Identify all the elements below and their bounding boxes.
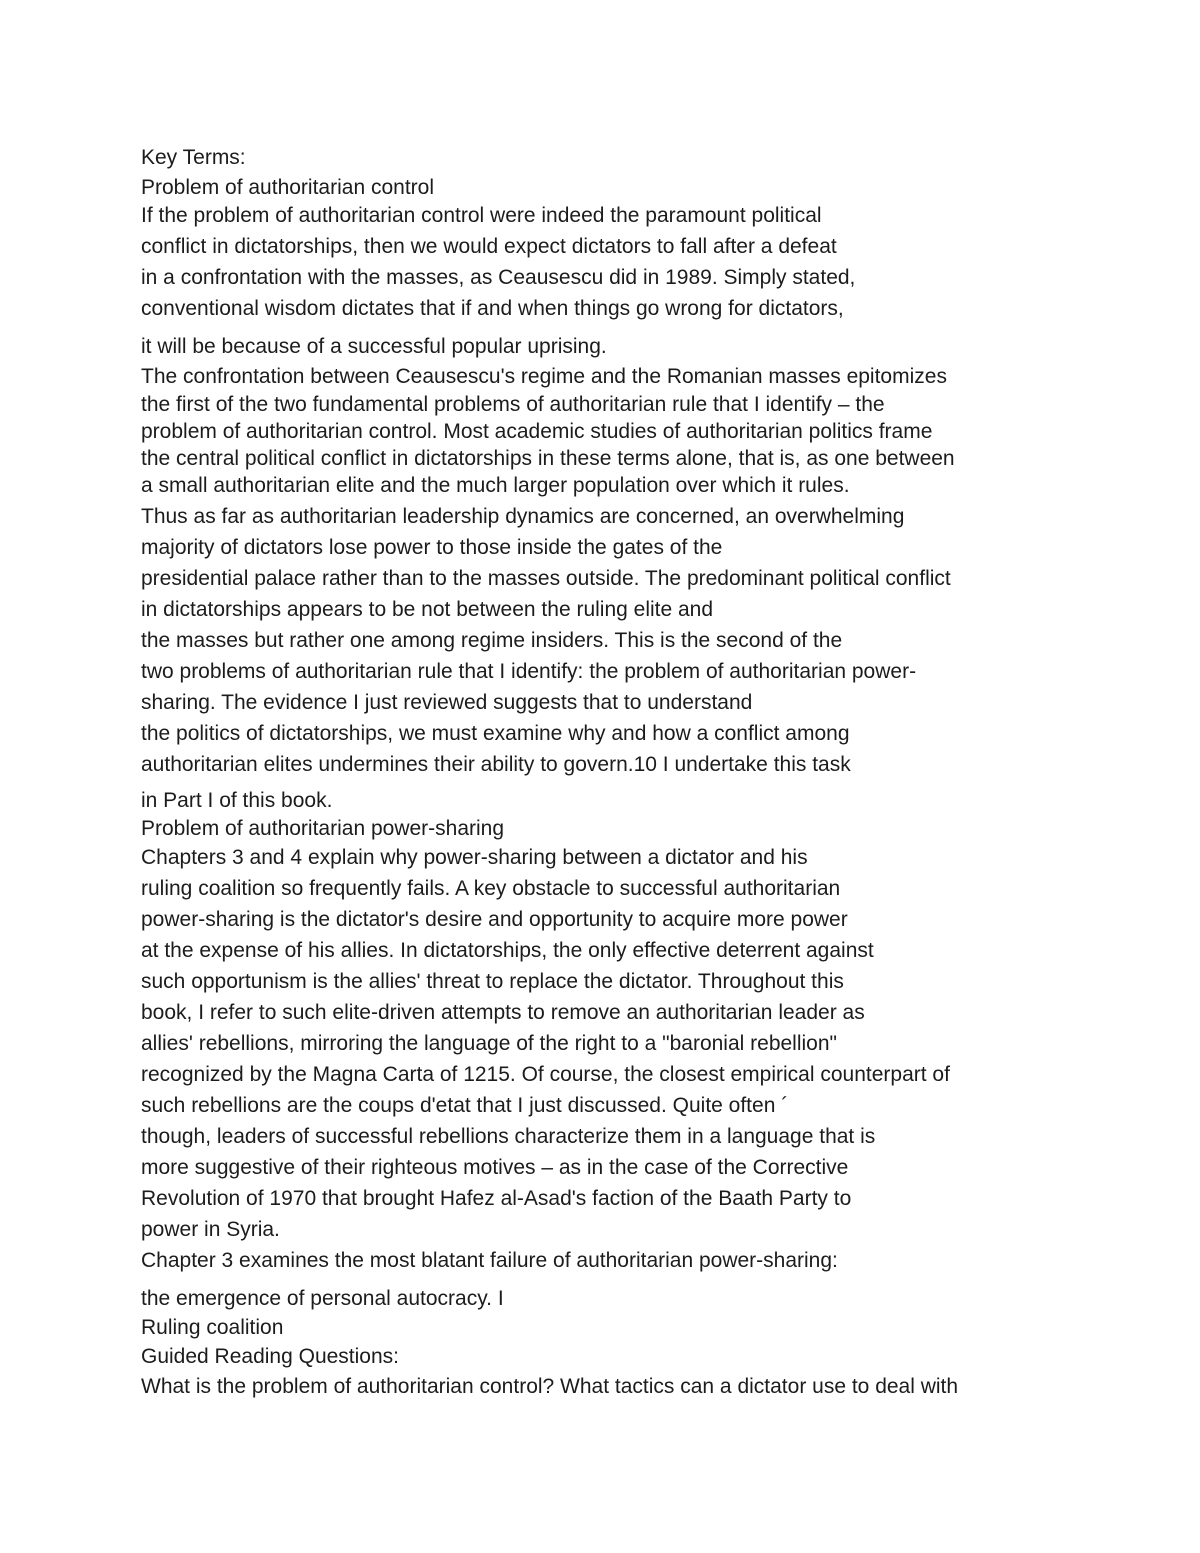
text-line: the masses but rather one among regime insiders. This is the second of the (141, 629, 843, 652)
text-line: problem of authoritarian control. Most academic studies of authoritarian politics frame (141, 420, 933, 443)
text-line: the emergence of personal autocracy. I (141, 1287, 504, 1310)
text-line: majority of dictators lose power to those inside the gates of the (141, 536, 723, 559)
text-line: Revolution of 1970 that brought Hafez al-Asad's faction of the Baath Party to (141, 1187, 852, 1210)
text-line: Chapter 3 examines the most blatant failure of authoritarian power-sharing: (141, 1249, 838, 1272)
text-line: in dictatorships appears to be not between the ruling elite and (141, 598, 714, 621)
text-line: though, leaders of successful rebellions characterize them in a language that is (141, 1125, 876, 1148)
text-line: recognized by the Magna Carta of 1215. Of course, the closest empirical counterpart of (141, 1063, 950, 1086)
text-line: The confrontation between Ceausescu's regime and the Romanian masses epitomizes (141, 365, 947, 388)
question-line: What is the problem of authoritarian control? What tactics can a dictator use to deal with (141, 1375, 959, 1398)
text-line: the politics of dictatorships, we must examine why and how a conflict among (141, 722, 850, 745)
text-line: at the expense of his allies. In dictatorships, the only effective deterrent against (141, 939, 874, 962)
text-line: conflict in dictatorships, then we would expect dictators to fall after a defeat (141, 235, 837, 258)
text-line: sharing. The evidence I just reviewed suggests that to understand (141, 691, 753, 714)
text-line: in a confrontation with the masses, as Ceausescu did in 1989. Simply stated, (141, 266, 856, 289)
text-line: such rebellions are the coups d'etat that I just discussed. Quite often ´ (141, 1094, 789, 1117)
text-line: book, I refer to such elite-driven attempts to remove an authoritarian leader as (141, 1001, 865, 1024)
heading-key-terms: Key Terms: (141, 146, 246, 169)
text-line: the first of the two fundamental problems of authoritarian rule that I identify – the (141, 393, 885, 416)
text-line: such opportunism is the allies' threat to replace the dictator. Throughout this (141, 970, 844, 993)
text-line: it will be because of a successful popular uprising. (141, 335, 607, 358)
term-ruling-coalition: Ruling coalition (141, 1316, 284, 1339)
text-line: in Part I of this book. (141, 789, 333, 812)
text-line: ruling coalition so frequently fails. A key obstacle to successful authoritarian (141, 877, 841, 900)
text-line: more suggestive of their righteous motives – as in the case of the Corrective (141, 1156, 849, 1179)
text-line: two problems of authoritarian rule that I identify: the problem of authoritarian power- (141, 660, 917, 683)
term-problem-of-authoritarian-power-sharing: Problem of authoritarian power-sharing (141, 817, 505, 840)
text-line: Chapters 3 and 4 explain why power-sharing between a dictator and his (141, 846, 808, 869)
text-line: power-sharing is the dictator's desire and opportunity to acquire more power (141, 908, 848, 931)
text-line: Thus as far as authoritarian leadership dynamics are concerned, an overwhelming (141, 505, 905, 528)
text-line: a small authoritarian elite and the much larger population over which it rules. (141, 474, 850, 497)
text-line: conventional wisdom dictates that if and when things go wrong for dictators, (141, 297, 844, 320)
term-problem-of-authoritarian-control: Problem of authoritarian control (141, 176, 434, 199)
text-line: power in Syria. (141, 1218, 280, 1241)
text-line: authoritarian elites undermines their ability to govern.10 I undertake this task (141, 753, 851, 776)
text-line: If the problem of authoritarian control were indeed the paramount political (141, 204, 822, 227)
text-line: the central political conflict in dictatorships in these terms alone, that is, as one between (141, 447, 955, 470)
text-line: presidential palace rather than to the masses outside. The predominant political conflict (141, 567, 951, 590)
heading-guided-reading-questions: Guided Reading Questions: (141, 1345, 399, 1368)
text-line: allies' rebellions, mirroring the language of the right to a "baronial rebellion" (141, 1032, 837, 1055)
